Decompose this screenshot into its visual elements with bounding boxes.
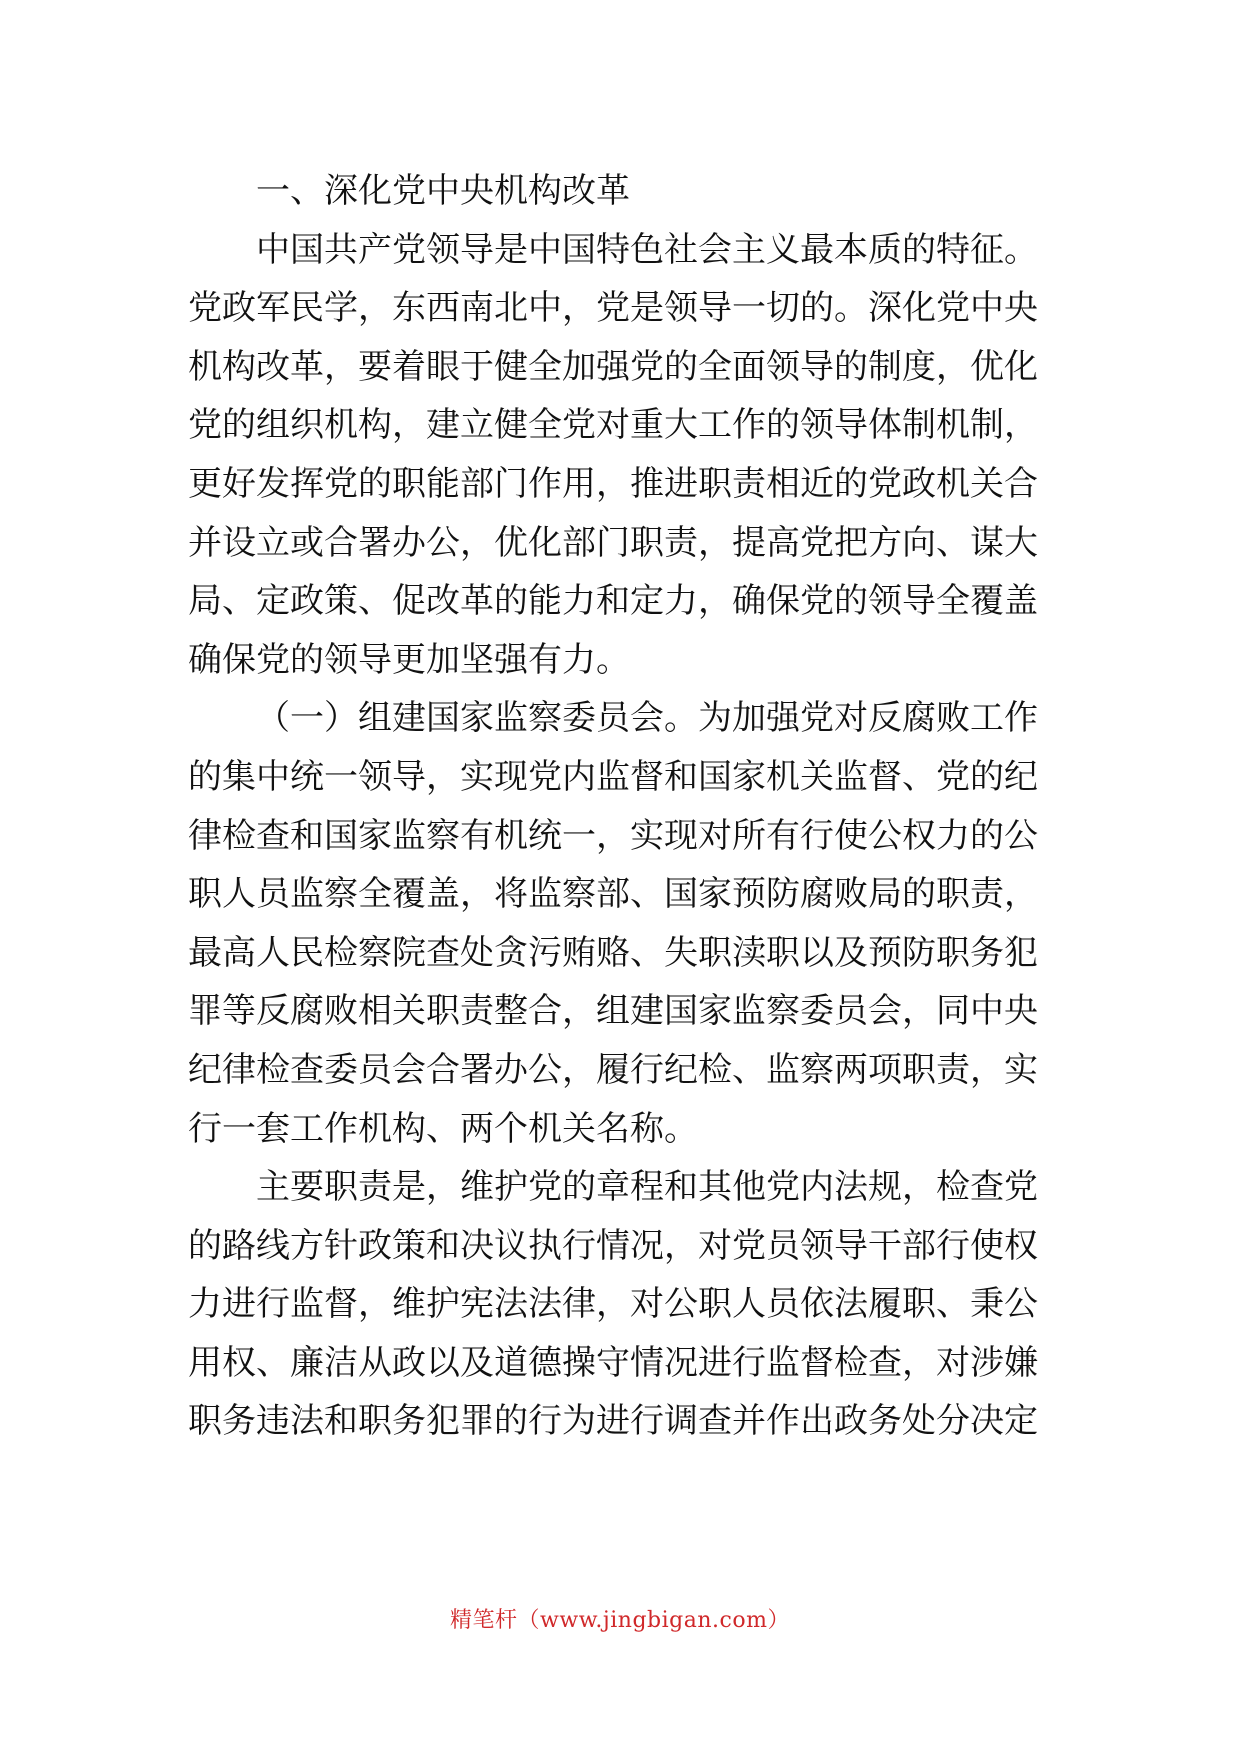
paragraph-line: 确保党的领导更加坚强有力。 <box>188 639 630 680</box>
paragraph-line: 局、定政策、促改革的能力和定力，确保党的领导全覆盖 <box>188 581 1038 622</box>
paragraph-line: 更好发挥党的职能部门作用，推进职责相近的党政机关合 <box>188 463 1038 504</box>
paragraph-line: 纪律检查委员会合署办公，履行纪检、监察两项职责，实 <box>188 1049 1038 1090</box>
paragraph-line: 主要职责是，维护党的章程和其他党内法规，检查党 <box>256 1167 1038 1208</box>
paragraph-line: 行一套工作机构、两个机关名称。 <box>188 1108 698 1149</box>
document-body <box>188 162 1052 1451</box>
paragraph-line: 的路线方针政策和决议执行情况，对党员领导干部行使权 <box>188 1225 1038 1266</box>
paragraph-line: 律检查和国家监察有机统一，实现对所有行使公权力的公 <box>188 815 1038 856</box>
footer-watermark: 精笔杆（www.jingbigan.com） <box>450 1608 790 1633</box>
subsection-line: （一）组建国家监察委员会。为加强党对反腐败工作 <box>256 698 1038 739</box>
paragraph-line: 罪等反腐败相关职责整合，组建国家监察委员会，同中央 <box>188 991 1038 1032</box>
paragraph-line: 力进行监督，维护宪法法律，对公职人员依法履职、秉公 <box>188 1284 1038 1325</box>
paragraph-line: 机构改革，要着眼于健全加强党的全面领导的制度，优化 <box>188 346 1038 387</box>
paragraph-line: 的集中统一领导，实现党内监督和国家机关监督、党的纪 <box>188 756 1038 797</box>
paragraph-line: 职务违法和职务犯罪的行为进行调查并作出政务处分决定 <box>188 1401 1038 1442</box>
paragraph-line: 并设立或合署办公，优化部门职责，提高党把方向、谋大 <box>188 522 1038 563</box>
paragraph-line: 中国共产党领导是中国特色社会主义最本质的特征。 <box>256 229 1038 270</box>
paragraph-line: 党的组织机构，建立健全党对重大工作的领导体制机制， <box>188 405 1038 446</box>
section-heading: 一、深化党中央机构改革 <box>256 171 630 211</box>
paragraph-line: 职人员监察全覆盖，将监察部、国家预防腐败局的职责， <box>188 874 1038 915</box>
paragraph-line: 最高人民检察院查处贪污贿赂、失职渎职以及预防职务犯 <box>188 932 1038 973</box>
paragraph-line: 党政军民学，东西南北中，党是领导一切的。深化党中央 <box>188 288 1038 329</box>
paragraph-line: 用权、廉洁从政以及道德操守情况进行监督检查，对涉嫌 <box>188 1342 1038 1383</box>
